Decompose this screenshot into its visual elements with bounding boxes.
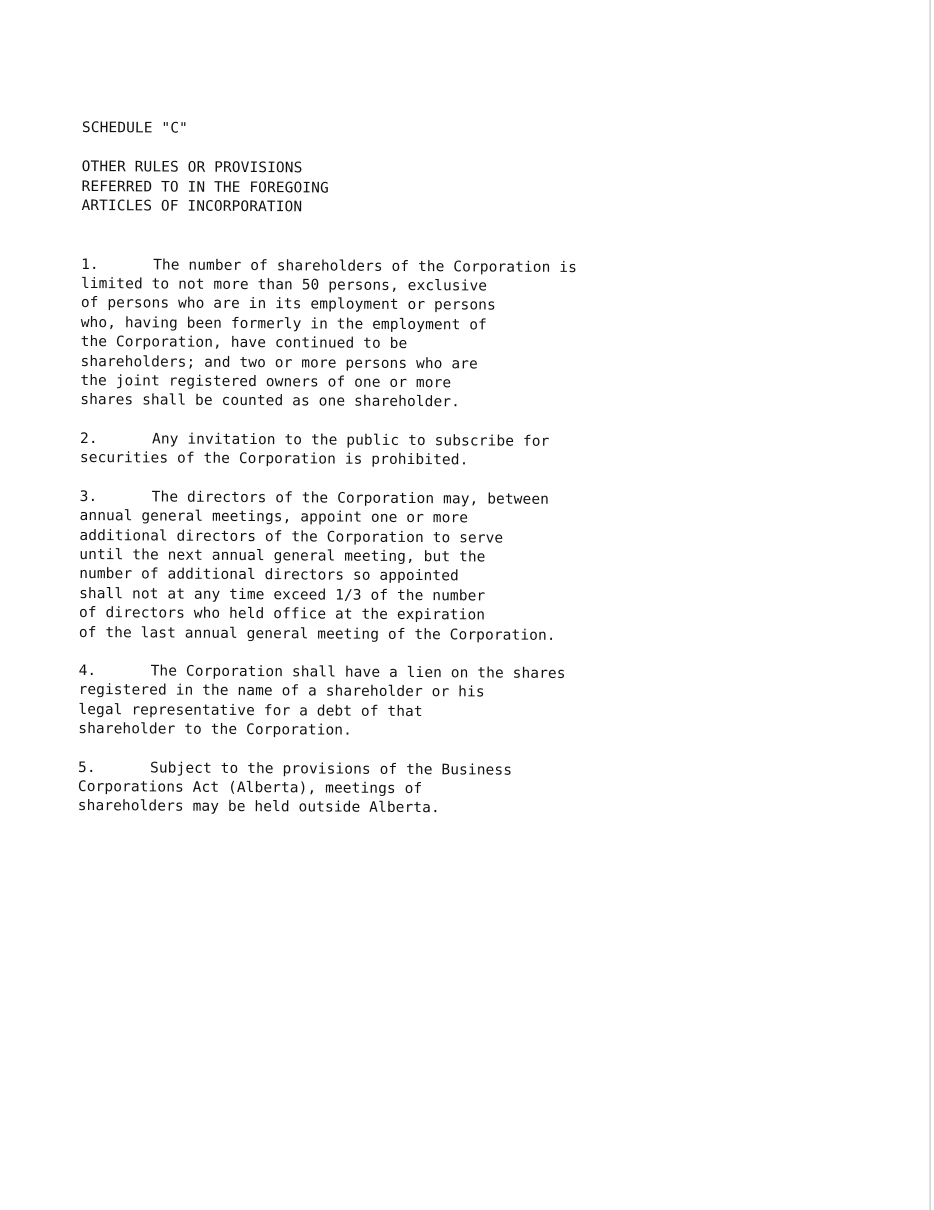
provision-line: legal representative for a debt of that bbox=[78, 701, 423, 720]
provision-line: shareholder to the Corporation. bbox=[78, 721, 353, 739]
provision-line: of the last annual general meeting of the Corporation. bbox=[78, 624, 556, 644]
provision-line: The directors of the Corporation may, between bbox=[151, 489, 550, 508]
page-edge-divider bbox=[929, 0, 931, 1210]
provision-5 bbox=[78, 759, 638, 821]
provision-line: shares shall be counted as one shareholder. bbox=[80, 392, 461, 411]
provision-number: 2. bbox=[79, 430, 98, 447]
document-page bbox=[78, 119, 642, 839]
provision-line: of persons who are in its employment or persons bbox=[80, 295, 496, 314]
provision-number: 4. bbox=[78, 662, 97, 680]
heading-line: REFERRED TO IN THE FOREGOING bbox=[81, 178, 329, 197]
provision-line: The number of shareholders of the Corporation is bbox=[153, 257, 577, 276]
provision-line: Subject to the provisions of the Business bbox=[149, 759, 513, 779]
provision-line: annual general meetings, appoint one or more bbox=[79, 508, 469, 527]
provision-line: additional directors of the Corporation to serve bbox=[79, 527, 504, 547]
schedule-heading bbox=[81, 158, 641, 220]
provision-number: 1. bbox=[81, 256, 99, 273]
schedule-title: SCHEDULE "C" bbox=[81, 119, 188, 137]
provision-line: Any invitation to the public to subscribe for bbox=[151, 431, 550, 450]
heading-line: ARTICLES OF INCORPORATION bbox=[81, 198, 303, 216]
provision-line: of directors who held office at the expiration bbox=[78, 605, 486, 624]
provision-1 bbox=[80, 256, 641, 415]
heading-line: OTHER RULES OR PROVISIONS bbox=[81, 159, 303, 177]
provision-line: The Corporation shall have a lien on the shares bbox=[150, 663, 566, 682]
provision-2 bbox=[80, 430, 640, 472]
provision-line: limited to not more than 50 persons, exclusive bbox=[80, 276, 488, 295]
provision-line: who, having been formerly in the employment of bbox=[80, 314, 487, 334]
provision-line: shall not at any time exceed 1/3 of the number bbox=[79, 585, 486, 605]
provision-number: 5. bbox=[77, 759, 96, 776]
provision-line: the joint registered owners of one or more bbox=[80, 373, 452, 392]
provision-line: number of additional directors so appointed bbox=[79, 566, 459, 585]
provision-3 bbox=[79, 488, 640, 647]
provision-line: the Corporation, have continued to be bbox=[80, 334, 408, 353]
provision-line: until the next annual general meeting, but the bbox=[79, 546, 486, 566]
provision-line: Corporations Act (Alberta), meetings of bbox=[77, 778, 423, 798]
provision-4 bbox=[78, 662, 638, 743]
provision-line: securities of the Corporation is prohibited. bbox=[79, 450, 469, 469]
provision-line: shareholders; and two or more persons who are bbox=[80, 353, 478, 373]
provision-number: 3. bbox=[79, 488, 98, 505]
provision-line: shareholders may be held outside Alberta. bbox=[77, 798, 440, 817]
provision-line: registered in the name of a shareholder or his bbox=[78, 682, 485, 701]
